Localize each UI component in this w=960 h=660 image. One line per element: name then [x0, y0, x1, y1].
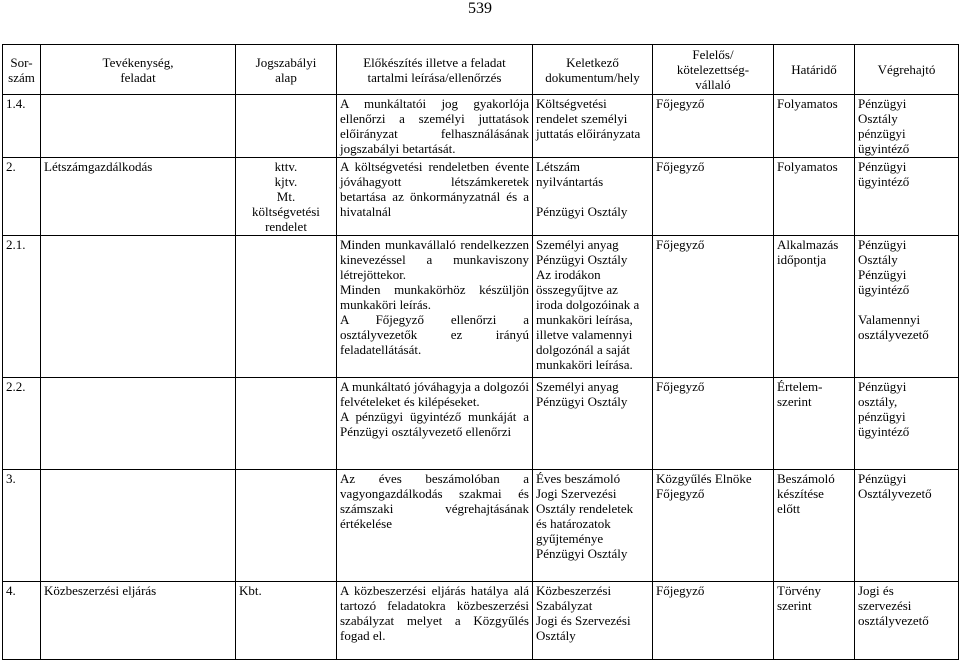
- row-executor: [855, 582, 959, 660]
- header-text: kötelezettség-: [676, 62, 750, 77]
- document-line: iroda dolgozóinak a: [536, 297, 640, 312]
- row-responsible: Főjegyző: [653, 582, 774, 660]
- row-legal: [236, 378, 337, 470]
- header-keletkezo: [533, 45, 653, 95]
- row-executor: [855, 470, 959, 582]
- row-document: [533, 158, 653, 236]
- row-executor: [855, 95, 959, 158]
- executor-line: pénzügyi: [858, 126, 906, 141]
- executor-line: Osztályvezető: [858, 486, 932, 501]
- document-line: Pénzügyi Osztály: [536, 394, 628, 409]
- document-line: Jogi és Szervezési: [536, 613, 631, 628]
- document-line: juttatás előirányzata: [536, 126, 641, 141]
- row-responsible: Főjegyző: [653, 236, 774, 378]
- executor-spacer: [858, 297, 955, 312]
- row-deadline: [774, 582, 855, 660]
- legal-line: költségvetési: [252, 204, 320, 219]
- row-deadline: Folyamatos: [774, 158, 855, 236]
- row-document: [533, 236, 653, 378]
- row-executor: [855, 158, 959, 236]
- row-document: [533, 95, 653, 158]
- deadline-line: Beszámoló: [777, 471, 835, 486]
- executor-line: ügyintéző: [858, 141, 910, 156]
- legal-line: kttv.: [274, 159, 298, 174]
- header-text: Felelős/: [692, 47, 734, 62]
- responsible-line: Közgyűlés Elnöke: [656, 471, 752, 486]
- table-row: [3, 95, 959, 158]
- table-row: [3, 582, 959, 660]
- executor-line: Pénzügyi: [858, 96, 907, 111]
- row-legal: [236, 236, 337, 378]
- row-description: A közbeszerzési eljárás hatálya alá tartozó feladatokra közbeszerzési szabályzat melyet a Közgyűlés fogad el.: [337, 582, 533, 660]
- row-number: 4.: [3, 582, 41, 660]
- executor-line: Pénzügyi: [858, 379, 907, 394]
- deadline-line: készítése: [777, 486, 824, 501]
- executor-line: osztályvezető: [858, 613, 929, 628]
- description-paragraph: Minden munkavállaló rendelkezzen kinevezéssel a munkaviszony létrejöttekor.: [340, 237, 529, 282]
- executor-line: Pénzügyi: [858, 471, 907, 486]
- row-legal: [236, 158, 337, 236]
- document-line: Költségvetési: [536, 96, 607, 111]
- description-paragraph: A Főjegyző ellenőrzi a osztályvezetők ez irányú feladatellátását.: [340, 312, 529, 357]
- header-text: Jogszabályi: [255, 54, 317, 70]
- row-activity: [41, 236, 236, 378]
- executor-line: pénzügyi: [858, 409, 906, 424]
- row-description: A költségvetési rendeletben évente jóváhagyott létszámkeretek betartása az önkormányzatnál és a hivatalnál: [337, 158, 533, 236]
- executor-line: Pénzügyi: [858, 237, 907, 252]
- document-line: Személyi anyag: [536, 237, 619, 252]
- document-line: Közbeszerzési: [536, 583, 612, 598]
- deadline-line: szerint: [777, 598, 812, 613]
- header-vegrehajto: Végrehajtó: [855, 45, 959, 95]
- document-line: rendelet személyi: [536, 111, 628, 126]
- header-sorszam: [3, 45, 41, 95]
- row-activity: [41, 95, 236, 158]
- header-text: szám: [8, 69, 35, 85]
- row-legal: Kbt.: [236, 582, 337, 660]
- row-description: Az éves beszámolóban a vagyongazdálkodás szakmai és számszaki végrehajtásának értékelése: [337, 470, 533, 582]
- executor-line: Pénzügyi: [858, 267, 907, 282]
- row-executor: [855, 236, 959, 378]
- document-line: Pénzügyi Osztály: [536, 252, 628, 267]
- header-hatarido: Határidő: [774, 45, 855, 95]
- document-line: illetve valamennyi: [536, 327, 633, 342]
- row-number: 2.2.: [3, 378, 41, 470]
- table-row: [3, 236, 959, 378]
- document-line: Létszám: [536, 159, 581, 174]
- row-document: [533, 470, 653, 582]
- document-line: Osztály: [536, 628, 576, 643]
- row-description: [337, 378, 533, 470]
- executor-line: Valamennyi: [858, 312, 921, 327]
- row-executor: [855, 378, 959, 470]
- document-spacer: [536, 189, 649, 204]
- header-felelos: [653, 45, 774, 95]
- header-text: tartalmi leírása/ellenőrzés: [367, 69, 502, 85]
- document-line: Pénzügyi Osztály: [536, 204, 628, 219]
- executor-line: ügyintéző: [858, 174, 910, 189]
- description-paragraph: A pénzügyi ügyintéző munkáját a Pénzügyi osztályvezető ellenőrzi: [340, 409, 529, 439]
- document-line: összegyűjtve az: [536, 282, 618, 297]
- row-responsible: Főjegyző: [653, 378, 774, 470]
- deadline-line: időpontja: [777, 252, 827, 267]
- executor-line: osztály,: [858, 394, 898, 409]
- document-line: Személyi anyag: [536, 379, 619, 394]
- document-line: Jogi Szervezési: [536, 486, 617, 501]
- document-line: nyilvántartás: [536, 174, 604, 189]
- row-description: [337, 236, 533, 378]
- description-paragraph: Minden munkakörhöz készüljön munkaköri leírás.: [340, 282, 529, 312]
- executor-line: ügyintéző: [858, 282, 910, 297]
- deadline-line: Értelem-: [777, 379, 823, 394]
- header-text: Keletkező: [566, 54, 619, 70]
- header-text: Sor-: [10, 54, 33, 70]
- legal-line: kjtv.: [274, 174, 298, 189]
- header-text: Tevékenység,: [102, 54, 174, 70]
- header-text: feladat: [120, 69, 156, 85]
- document-line: Pénzügyi Osztály: [536, 546, 628, 561]
- table-row: [3, 470, 959, 582]
- row-activity: [41, 378, 236, 470]
- row-legal: [236, 95, 337, 158]
- document-line: dolgozónál a saját: [536, 342, 630, 357]
- row-activity: [41, 470, 236, 582]
- row-deadline: Folyamatos: [774, 95, 855, 158]
- executor-line: ügyintéző: [858, 424, 910, 439]
- row-deadline: [774, 470, 855, 582]
- row-responsible: Főjegyző: [653, 158, 774, 236]
- row-number: 3.: [3, 470, 41, 582]
- description-paragraph: A munkáltató jóváhagyja a dolgozói felvételeket és kilépéseket.: [340, 379, 529, 409]
- document-line: Szabályzat: [536, 598, 593, 613]
- header-text: Előkészítés illetve a feladat: [363, 54, 506, 70]
- row-legal: [236, 470, 337, 582]
- table-header-row: [3, 45, 959, 95]
- page-number: 539: [468, 0, 492, 17]
- deadline-line: Alkalmazás: [777, 237, 839, 252]
- legal-line: Mt.: [276, 189, 296, 204]
- table-row: [3, 378, 959, 470]
- deadline-line: Törvény: [777, 583, 822, 598]
- deadline-line: előtt: [777, 501, 801, 516]
- executor-line: Osztály: [858, 111, 898, 126]
- header-text: dokumentum/hely: [545, 69, 640, 85]
- document-line: Éves beszámoló: [536, 471, 621, 486]
- header-elokeszites: [337, 45, 533, 95]
- row-document: [533, 378, 653, 470]
- header-text: alap: [275, 69, 297, 85]
- document-line: gyűjteménye: [536, 531, 604, 546]
- row-number: 2.: [3, 158, 41, 236]
- document-line: és határozatok: [536, 516, 611, 531]
- deadline-line: szerint: [777, 394, 812, 409]
- executor-line: Jogi és: [858, 583, 894, 598]
- row-description: A munkáltatói jog gyakorlója ellenőrzi a személyi juttatások előirányzat felhasználásának jogszabályi betartását.: [337, 95, 533, 158]
- row-document: [533, 582, 653, 660]
- executor-line: osztályvezető: [858, 327, 929, 342]
- responsible-line: Főjegyző: [656, 486, 705, 501]
- row-responsible: [653, 470, 774, 582]
- row-deadline: [774, 236, 855, 378]
- executor-line: Pénzügyi: [858, 159, 907, 174]
- document-line: munkaköri leírása,: [536, 312, 633, 327]
- row-activity: Közbeszerzési eljárás: [41, 582, 236, 660]
- row-responsible: Főjegyző: [653, 95, 774, 158]
- row-number: 1.4.: [3, 95, 41, 158]
- procedure-table: [2, 44, 959, 660]
- executor-line: Osztály: [858, 252, 898, 267]
- row-number: 2.1.: [3, 236, 41, 378]
- row-deadline: [774, 378, 855, 470]
- legal-line: rendelet: [265, 219, 307, 234]
- header-tevekenyseg: [41, 45, 236, 95]
- header-jogszabalyi: [236, 45, 337, 95]
- executor-line: szervezési: [858, 598, 912, 613]
- row-activity: Létszámgazdálkodás: [41, 158, 236, 236]
- header-text: vállaló: [695, 77, 731, 92]
- table-row: [3, 158, 959, 236]
- document-line: munkaköri leírása.: [536, 357, 633, 372]
- document-line: Az irodákon: [536, 267, 601, 282]
- document-line: Osztály rendeletek: [536, 501, 634, 516]
